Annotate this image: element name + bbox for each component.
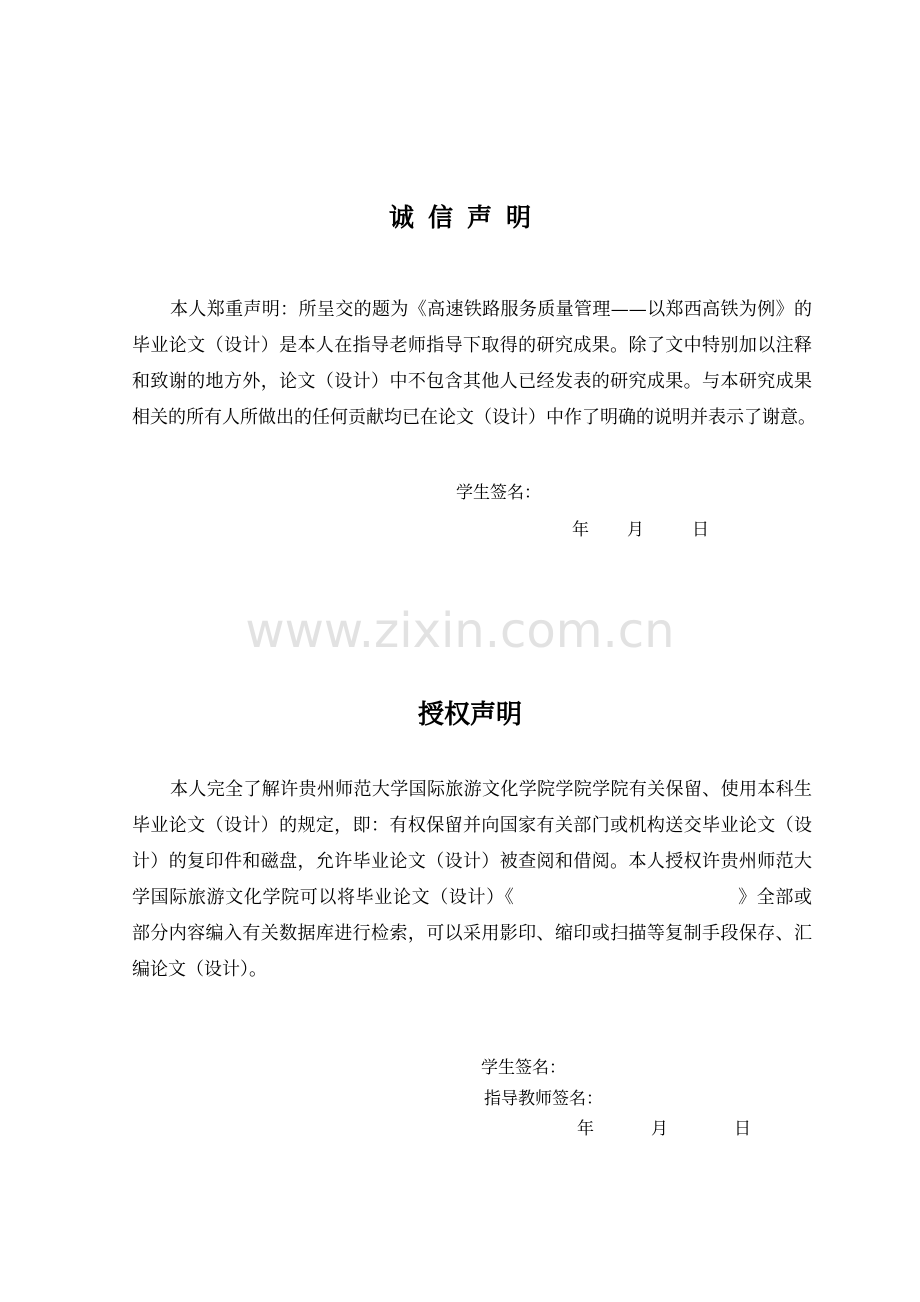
integrity-title-char: 声 bbox=[467, 203, 493, 232]
integrity-title-char: 信 bbox=[427, 203, 453, 232]
paragraph-line: 本人完全了解许贵州师范大学国际旅游文化学院学院学院有关保留、使用本科生 bbox=[170, 779, 812, 800]
paragraph-line: 相关的所有人所做出的任何贡献均已在论文（设计）中作了明确的说明并表示了谢意。 bbox=[132, 407, 816, 428]
watermark-text: www.zixin.com.cn bbox=[245, 603, 675, 659]
paragraph-line: 毕业论文（设计）是本人在指导老师指导下取得的研究成果。除了文中特别加以注释 bbox=[132, 335, 812, 356]
authorization-date-month: 月 bbox=[651, 1119, 668, 1139]
integrity-title-char: 诚 bbox=[388, 203, 414, 232]
paragraph-line: 学国际旅游文化学院可以将毕业论文（设计）《 》全部或 bbox=[132, 887, 812, 908]
integrity-date-year: 年 bbox=[572, 520, 589, 540]
integrity-date-month: 月 bbox=[627, 520, 644, 540]
authorization-title: 授权声明 bbox=[417, 700, 522, 730]
integrity-title-char: 明 bbox=[506, 203, 532, 232]
advisor-signature-label: 指导教师签名： bbox=[484, 1089, 603, 1109]
integrity-student-signature-label: 学生签名： bbox=[456, 483, 541, 503]
paragraph-line: 本人郑重声明：所呈交的题为《高速铁路服务质量管理——以郑西高铁为例》的 bbox=[170, 299, 812, 320]
paragraph-line: 和致谢的地方外，论文（设计）中不包含其他人已经发表的研究成果。与本研究成果 bbox=[132, 371, 812, 392]
paragraph-line: 计）的复印件和磁盘，允许毕业论文（设计）被查阅和借阅。本人授权许贵州师范大 bbox=[132, 851, 812, 872]
paragraph-line: 编论文（设计）。 bbox=[132, 959, 267, 980]
authorization-date-day: 日 bbox=[734, 1119, 751, 1139]
integrity-title bbox=[0, 198, 920, 234]
authorization-date-year: 年 bbox=[577, 1119, 594, 1139]
authorization-student-signature-label: 学生签名： bbox=[481, 1058, 566, 1078]
paragraph-line: 部分内容编入有关数据库进行检索，可以采用影印、缩印或扫描等复制手段保存、汇 bbox=[132, 923, 812, 944]
integrity-paragraph bbox=[132, 292, 816, 436]
paragraph-line: 毕业论文（设计）的规定，即：有权保留并向国家有关部门或机构送交毕业论文（设 bbox=[132, 815, 812, 836]
integrity-date-day: 日 bbox=[692, 520, 709, 540]
authorization-paragraph bbox=[132, 772, 812, 988]
